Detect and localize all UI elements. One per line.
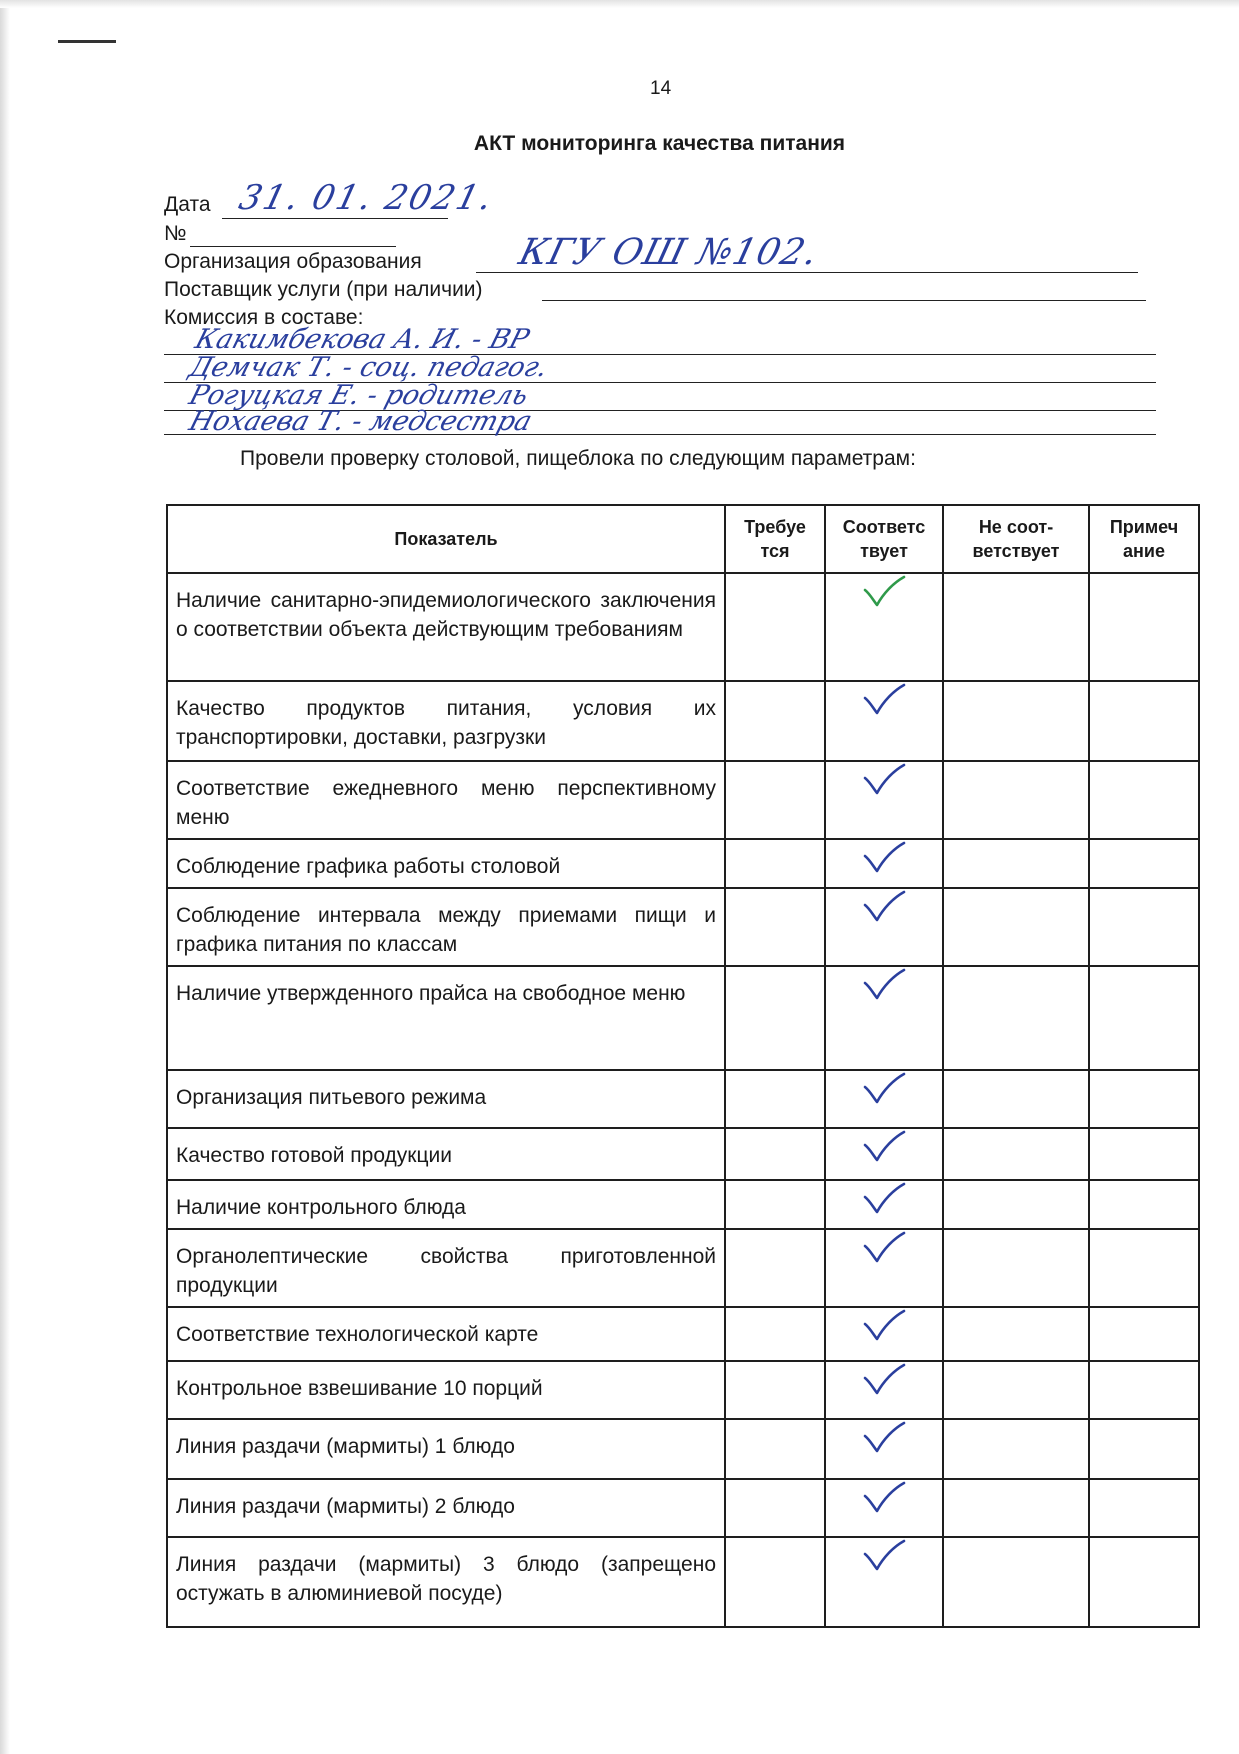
not-complies-cell xyxy=(943,839,1089,888)
note-cell xyxy=(1089,1479,1199,1537)
complies-cell xyxy=(825,888,943,966)
not-complies-cell xyxy=(943,1537,1089,1627)
document-title: АКТ мониторинга качества питания xyxy=(473,132,846,155)
commission-member-2: Демчак Т. - соц. педагог. xyxy=(185,352,552,383)
parameter-cell: Организация питьевого режима xyxy=(167,1070,725,1128)
date-underline xyxy=(222,218,448,219)
note-cell xyxy=(1089,1361,1199,1419)
complies-cell xyxy=(825,839,943,888)
table-row xyxy=(167,1419,1199,1479)
commission-member-3: Рогуцкая Е. - родитель xyxy=(185,380,532,411)
note-cell xyxy=(1089,966,1199,1070)
not-complies-cell xyxy=(943,681,1089,761)
checkmark-icon xyxy=(861,889,907,923)
complies-cell xyxy=(825,1361,943,1419)
checkmark-icon xyxy=(861,1308,907,1342)
parameter-cell: Качество готовой продукции xyxy=(167,1128,725,1180)
scan-edge-top xyxy=(0,0,1239,8)
complies-cell xyxy=(825,966,943,1070)
number-underline xyxy=(190,246,396,247)
table-row xyxy=(167,681,1199,761)
complies-cell xyxy=(825,1537,943,1627)
parameter-cell: Наличие контрольного блюда xyxy=(167,1180,725,1229)
checklist-table xyxy=(166,504,1200,1628)
note-cell xyxy=(1089,1070,1199,1128)
required-cell xyxy=(725,1128,825,1180)
corner-mark xyxy=(58,40,116,43)
checkmark-icon xyxy=(861,1129,907,1163)
not-complies-cell xyxy=(943,1128,1089,1180)
table-row xyxy=(167,1229,1199,1307)
checkmark-icon xyxy=(861,1538,907,1572)
note-cell xyxy=(1089,888,1199,966)
organization-value: КГУ ОШ №102. xyxy=(514,232,823,273)
table-row xyxy=(167,1128,1199,1180)
table-row xyxy=(167,1070,1199,1128)
parameter-cell: Соответствие технологической карте xyxy=(167,1307,725,1361)
note-cell xyxy=(1089,1180,1199,1229)
complies-cell xyxy=(825,1128,943,1180)
supplier-label: Поставщик услуги (при наличии) xyxy=(164,278,483,301)
checkmark-icon xyxy=(861,840,907,874)
table-row xyxy=(167,573,1199,681)
organization-row xyxy=(164,250,422,274)
table-row xyxy=(167,966,1199,1070)
note-cell xyxy=(1089,1128,1199,1180)
checkmark-icon xyxy=(861,967,907,1001)
supplier-row xyxy=(164,278,483,302)
organization-label: Организация образования xyxy=(164,250,422,273)
required-cell xyxy=(725,1361,825,1419)
table-row xyxy=(167,1537,1199,1627)
header-parameter: Показатель xyxy=(167,505,725,573)
not-complies-cell xyxy=(943,761,1089,839)
parameter-cell: Соблюдение графика работы столовой xyxy=(167,839,725,888)
complies-cell xyxy=(825,573,943,681)
commission-member-4: Нохаева Т. - медсестра xyxy=(185,406,536,437)
parameter-cell: Линия раздачи (мармиты) 2 блюдо xyxy=(167,1479,725,1537)
complies-cell xyxy=(825,1070,943,1128)
checkmark-icon xyxy=(861,1181,907,1215)
checkmark-icon xyxy=(861,574,907,608)
checkmark-icon xyxy=(861,1362,907,1396)
header-note: Примеч ание xyxy=(1089,505,1199,573)
parameter-cell: Наличие утвержденного прайса на свободное меню xyxy=(167,966,725,1070)
note-cell xyxy=(1089,1537,1199,1627)
note-cell xyxy=(1089,1229,1199,1307)
scan-edge-left xyxy=(0,0,10,1754)
parameter-cell: Соблюдение интервала между приемами пищи и графика питания по классам xyxy=(167,888,725,966)
checkmark-icon xyxy=(861,1480,907,1514)
number-label: № xyxy=(164,222,187,245)
required-cell xyxy=(725,1479,825,1537)
note-cell xyxy=(1089,1307,1199,1361)
supplier-underline xyxy=(542,300,1146,301)
checkmark-icon xyxy=(861,1071,907,1105)
not-complies-cell xyxy=(943,966,1089,1070)
complies-cell xyxy=(825,1479,943,1537)
required-cell xyxy=(725,1537,825,1627)
not-complies-cell xyxy=(943,1361,1089,1419)
parameter-cell: Линия раздачи (мармиты) 1 блюдо xyxy=(167,1419,725,1479)
table-header-row xyxy=(167,505,1199,573)
note-cell xyxy=(1089,681,1199,761)
required-cell xyxy=(725,1180,825,1229)
commission-label: Комиссия в составе: xyxy=(164,306,364,329)
complies-cell xyxy=(825,681,943,761)
note-cell xyxy=(1089,1419,1199,1479)
number-row xyxy=(164,222,187,246)
table-row xyxy=(167,761,1199,839)
header-complies: Соответс твует xyxy=(825,505,943,573)
date-label: Дата xyxy=(164,193,211,216)
table-row xyxy=(167,1307,1199,1361)
note-cell xyxy=(1089,761,1199,839)
note-cell xyxy=(1089,573,1199,681)
date-value: 31. 01. 2021. xyxy=(235,178,499,218)
date-row xyxy=(164,193,211,217)
required-cell xyxy=(725,839,825,888)
complies-cell xyxy=(825,1229,943,1307)
complies-cell xyxy=(825,761,943,839)
not-complies-cell xyxy=(943,1180,1089,1229)
complies-cell xyxy=(825,1307,943,1361)
checkmark-icon xyxy=(861,762,907,796)
not-complies-cell xyxy=(943,1229,1089,1307)
not-complies-cell xyxy=(943,573,1089,681)
parameter-cell: Наличие санитарно-эпидемиологического заключения о соответствии объекта действующим требованиям xyxy=(167,573,725,681)
required-cell xyxy=(725,888,825,966)
parameter-cell: Органолептические свойства приготовленной продукции xyxy=(167,1229,725,1307)
header-required: Требуе тся xyxy=(725,505,825,573)
complies-cell xyxy=(825,1180,943,1229)
table-body xyxy=(167,573,1199,1627)
not-complies-cell xyxy=(943,1307,1089,1361)
required-cell xyxy=(725,1307,825,1361)
required-cell xyxy=(725,1229,825,1307)
required-cell xyxy=(725,761,825,839)
intro-text: Провели проверку столовой, пищеблока по следующим параметрам: xyxy=(240,447,916,470)
table-row xyxy=(167,1479,1199,1537)
not-complies-cell xyxy=(943,1070,1089,1128)
checkmark-icon xyxy=(861,682,907,716)
table-row xyxy=(167,839,1199,888)
required-cell xyxy=(725,1070,825,1128)
not-complies-cell xyxy=(943,1479,1089,1537)
parameter-cell: Качество продуктов питания, условия их транспортировки, доставки, разгрузки xyxy=(167,681,725,761)
parameter-cell: Линия раздачи (мармиты) 3 блюдо (запрещено остужать в алюминиевой посуде) xyxy=(167,1537,725,1627)
checkmark-icon xyxy=(861,1420,907,1454)
not-complies-cell xyxy=(943,888,1089,966)
note-cell xyxy=(1089,839,1199,888)
parameter-cell: Соответствие ежедневного меню перспективному меню xyxy=(167,761,725,839)
page-number: 14 xyxy=(650,78,672,99)
header-not-complies: Не соот-ветствует xyxy=(943,505,1089,573)
commission-member-1: Какимбекова А. И. - ВР xyxy=(191,324,533,355)
table-row xyxy=(167,888,1199,966)
parameter-cell: Контрольное взвешивание 10 порций xyxy=(167,1361,725,1419)
table-row xyxy=(167,1361,1199,1419)
checkmark-icon xyxy=(861,1230,907,1264)
required-cell xyxy=(725,966,825,1070)
table-row xyxy=(167,1180,1199,1229)
not-complies-cell xyxy=(943,1419,1089,1479)
complies-cell xyxy=(825,1419,943,1479)
required-cell xyxy=(725,681,825,761)
required-cell xyxy=(725,573,825,681)
required-cell xyxy=(725,1419,825,1479)
